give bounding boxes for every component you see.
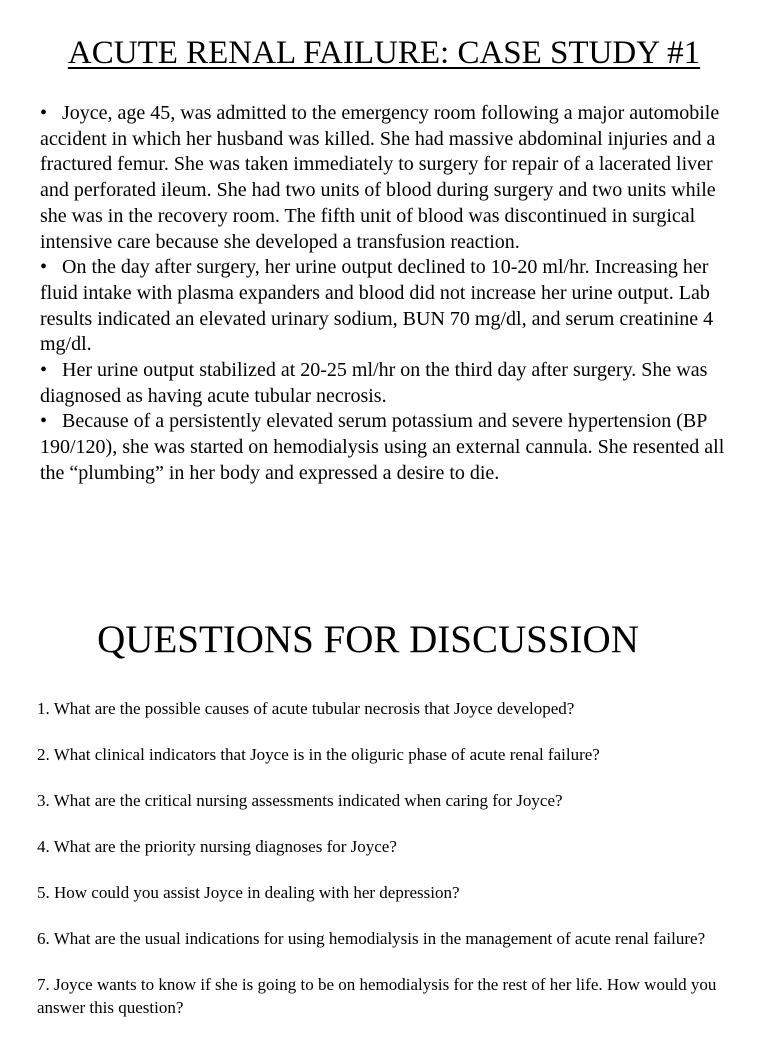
- case-paragraph: [40, 358, 730, 409]
- bullet-symbol: •: [40, 102, 48, 124]
- case-description: [40, 101, 730, 487]
- title-text: ACUTE RENAL FAILURE: CASE STUDY #1: [67, 35, 701, 71]
- case-paragraph: [40, 409, 730, 486]
- question-item: 2. What clinical indicators that Joyce is in the oliguric phase of acute renal failure?: [37, 745, 600, 764]
- case-paragraph-text: On the day after surgery, her urine output declined to 10-20 ml/hr. Increasing her fluid intake with plasma expanders and blood did not increase her urine output. Lab results indicated an elevated urinary sodium, BUN 70 mg/dl, and serum creatinine 4 mg/dl.: [40, 256, 714, 356]
- questions-heading: QUESTIONS FOR DISCUSSION: [97, 618, 639, 661]
- bullet-symbol: •: [40, 410, 48, 433]
- bullet-symbol: •: [40, 256, 48, 279]
- case-paragraph: [40, 255, 730, 358]
- document-title: [0, 34, 768, 72]
- question-item: 5. How could you assist Joyce in dealing with her depression?: [37, 883, 460, 902]
- case-paragraph-text: Because of a persistently elevated serum potassium and severe hypertension (BP 190/120), she was started on hemodialysis using an external cannula. She resented all the “plumbing” in her body and expressed a desire to die.: [40, 410, 725, 484]
- case-paragraph: [40, 101, 730, 255]
- question-item: 1. What are the possible causes of acute tubular necrosis that Joyce developed?: [37, 699, 575, 718]
- question-item: 3. What are the critical nursing assessments indicated when caring for Joyce?: [37, 791, 563, 810]
- question-item: 4. What are the priority nursing diagnoses for Joyce?: [37, 837, 397, 856]
- bullet-symbol: •: [40, 359, 48, 382]
- case-paragraph-text: Joyce, age 45, was admitted to the emergency room following a major automobile accident in which her husband was killed. She had massive abdominal injuries and a fractured femur. She was taken immediately to surgery for repair of a lacerated liver and perforated ileum. She had two units of blood during surgery and two units while she was in the recovery room. The fifth unit of blood was discontinued in surgical intensive care because she developed a transfusion reaction.: [40, 102, 720, 253]
- case-paragraph-text: Her urine output stabilized at 20-25 ml/hr on the third day after surgery. She was diagnosed as having acute tubular necrosis.: [40, 359, 708, 407]
- question-item: 6. What are the usual indications for using hemodialysis in the management of acute renal failure?: [37, 929, 706, 948]
- questions-list: [37, 697, 737, 1042]
- question-item: 7. Joyce wants to know if she is going to be on hemodialysis for the rest of her life. How would you answer this question?: [37, 975, 717, 1017]
